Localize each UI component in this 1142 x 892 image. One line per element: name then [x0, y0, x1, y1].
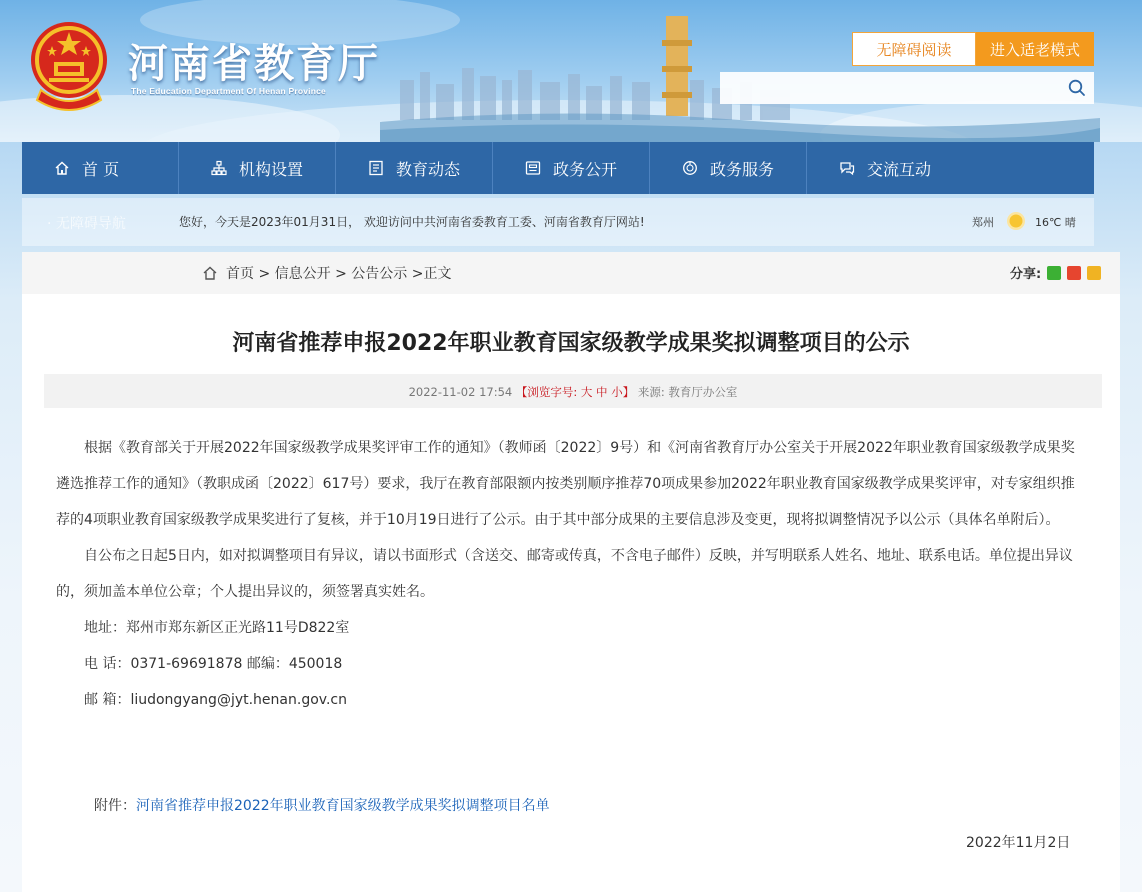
attachment-link[interactable]: 河南省推荐申报2022年职业教育国家级教学成果奖拟调整项目名单 — [136, 798, 550, 814]
nav-item-government-affairs[interactable] — [493, 142, 650, 194]
nav-item-home[interactable] — [22, 142, 179, 194]
address-line: 地址：郑州市郑东新区正光路11号D822室 — [84, 620, 350, 636]
document-icon — [525, 160, 541, 176]
main-nav — [22, 142, 1094, 194]
weather-city: 郑州 — [972, 216, 994, 229]
nav-item-interaction[interactable] — [807, 142, 964, 194]
breadcrumb-bar — [22, 252, 1120, 294]
nav-item-label: 教育动态 — [396, 159, 461, 179]
attachment — [94, 795, 550, 815]
nav-item-label: 交流互动 — [867, 159, 932, 179]
nav-item-organization[interactable] — [179, 142, 336, 194]
info-bar — [22, 198, 1094, 246]
weibo-share-icon[interactable] — [1067, 266, 1081, 280]
attachment-label: 附件： — [94, 798, 136, 814]
news-icon — [368, 160, 384, 176]
search-input[interactable] — [720, 72, 1068, 104]
email-line: 邮 箱：liudongyang@jyt.henan.gov.cn — [84, 692, 347, 708]
site-header — [0, 0, 1142, 142]
publish-date: 2022-11-02 17:54 — [408, 385, 513, 399]
weather-text: 16℃ 晴 — [1035, 216, 1076, 229]
accessibility-nav-link[interactable]: · 无障碍导航 — [47, 216, 126, 232]
paragraph: 自公布之日起5日内，如对拟调整项目有异议，请以书面形式（含送交、邮寄或传真，不含电子邮件）反映，并写明联系人姓名、地址、联系电话。单位提出异议的，须加盖本单位公章；个人提出异议的，须签署真实姓名。 — [56, 548, 1073, 600]
nav-item-label: 机构设置 — [239, 159, 304, 179]
font-size-controls[interactable]: 【浏览字号: 大 中 小】 — [515, 385, 635, 399]
article-title: 河南省推荐申报2022年职业教育国家级教学成果奖拟调整项目的公示 — [232, 331, 910, 356]
article-body — [56, 430, 1084, 718]
accessibility-reading-button[interactable]: 无障碍阅读 — [852, 32, 976, 66]
home-icon — [202, 265, 218, 281]
welcome-message: 您好，今天是2023年01月31日， 欢迎访问中共河南省委教育工委、河南省教育厅网站! — [179, 215, 645, 229]
article-meta — [44, 384, 1102, 400]
breadcrumb-text[interactable]: 首页 > 信息公开 > 公告公示 >正文 — [226, 266, 452, 282]
elder-mode-button[interactable]: 进入适老模式 — [976, 32, 1094, 66]
phone-line: 电 话：0371-69691878 邮编：450018 — [84, 656, 343, 672]
site-title: 河南省教育厅 — [128, 41, 380, 87]
paragraph: 根据《教育部关于开展2022年国家级教学成果奖评审工作的通知》（教师函〔2022〕9号）和《河南省教育厅办公室关于开展2022年职业教育国家级教学成果奖遴选推荐工作的通知》（教职成函〔2022〕617号）要求，我厅在教育部限额内按类别顺序推荐70项成果参加2022年职业教育国家级教学成果奖评审，对专家组织推荐的4项职业教育国家级教学成果奖进行了复核，并于10月19日进行了公示。由于其中部分成果的主要信息涉及变更，现将拟调整情况予以公示（具体名单附后）。 — [56, 440, 1075, 528]
sun-icon — [1005, 210, 1027, 232]
nav-item-label: 政务公开 — [553, 159, 618, 179]
qq-share-icon[interactable] — [1087, 266, 1101, 280]
wechat-share-icon[interactable] — [1047, 266, 1061, 280]
org-chart-icon — [211, 160, 227, 176]
service-icon — [682, 160, 698, 176]
search-icon — [1068, 79, 1086, 97]
nav-item-label: 政务服务 — [710, 159, 775, 179]
site-title-english: The Education Department Of Henan Province — [131, 86, 326, 96]
article-meta-bar — [44, 374, 1102, 408]
share-label: 分享: — [1010, 267, 1042, 282]
breadcrumb — [202, 263, 451, 283]
content-panel — [22, 252, 1120, 892]
national-emblem-logo — [27, 20, 111, 112]
chat-icon — [839, 160, 855, 176]
share-bar — [1010, 263, 1101, 282]
nav-item-news[interactable] — [336, 142, 493, 194]
article-source: 来源: 教育厅办公室 — [637, 385, 738, 399]
nav-item-services[interactable] — [650, 142, 807, 194]
home-icon — [54, 160, 70, 176]
nav-item-label: 首 页 — [82, 159, 120, 179]
search-button[interactable] — [1068, 72, 1094, 104]
sign-date: 2022年11月2日 — [966, 835, 1071, 851]
